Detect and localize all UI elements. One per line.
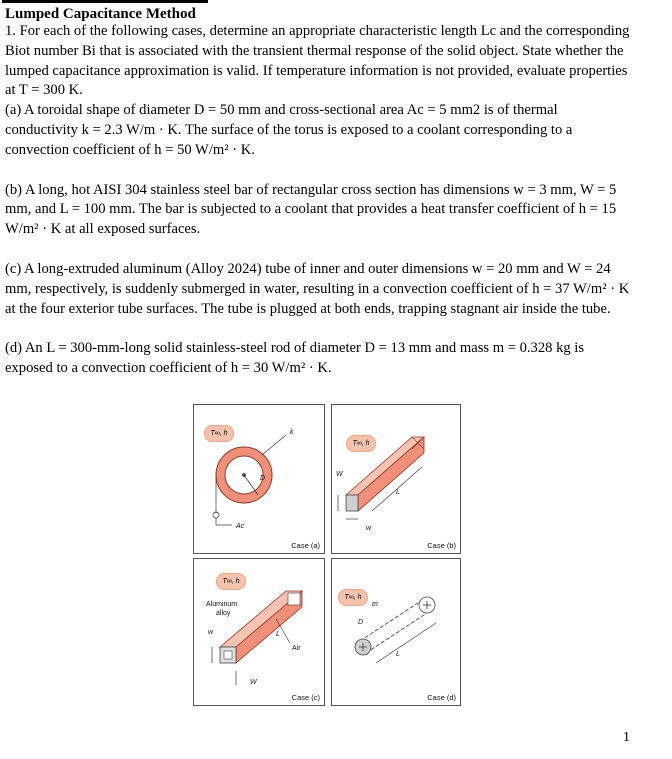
label-D-d: D [358,619,364,626]
label-D: D [260,475,266,482]
figure-case-a [193,404,325,554]
problem-intro: 1. For each of the following cases, determine an appropriate characteristic length Lc and the corresponding Biot number Bi that is associated with the transient thermal response of the solid object. State whether the lumped capacitance approximation is valid. If temperature information is not provided, evaluate properties at T = 300 K. [5,23,630,99]
label-m: m [372,601,378,608]
rod-diagram [332,559,460,705]
fluid-tag-c: T∞, h [216,573,246,590]
document-body [5,6,630,379]
label-W-b: W [336,471,343,478]
label-L-c: L [276,631,280,638]
document-title: Lumped Capacitance Method [5,6,196,22]
caption-case-a: Case (a) [291,541,320,550]
top-rule [2,0,208,3]
label-L-d: L [396,651,400,658]
label-Ac: Ac [236,523,245,530]
tube-diagram [194,559,324,705]
label-W-c: W [250,679,257,686]
page-number: 1 [623,730,630,745]
label-aluminum: Aluminum [206,601,238,608]
fluid-tag-d: T∞, h [338,589,368,606]
fluid-tag-b: T∞, h [346,435,376,452]
case-figures [193,404,461,704]
label-k: k [290,429,294,436]
caption-case-d: Case (d) [427,693,456,702]
figure-case-d [331,558,461,706]
label-alloy: alloy [216,610,231,617]
case-b-text: (b) A long, hot AISI 304 stainless steel bar of rectangular cross section has dimensions w = 3 mm, W = 5 mm, and L = 100 mm. The bar is subjected to a coolant that provides a heat transfer coefficient of h = 15 W/m² · K at all exposed surfaces. [5,181,617,238]
caption-case-b: Case (b) [427,541,456,550]
case-a-text: (a) A toroidal shape of diameter D = 50 mm and cross-sectional area Ac = 5 mm2 is of thermal conductivity k = 2.3 W/m · K. The surface of the torus is exposed to a coolant corresponding to a convection coefficient of h = 50 W/m² · K. [5,102,573,158]
label-L-b: L [396,489,400,496]
label-air: Air [292,645,301,652]
figure-case-c [193,558,325,706]
bar-diagram [332,405,460,553]
case-c-text: (c) A long-extruded aluminum (Alloy 2024) tube of inner and outer dimensions w = 20 mm and W = 24 mm, respectively, is suddenly submerged in water, resulting in a convection coefficient of h = 37 W/m² · K at the four exterior tube surfaces. The tube is plugged at both ends, trapping stagnant air inside the tube. [5,260,630,317]
figure-case-b [331,404,461,554]
case-d-text: (d) An L = 300-mm-long solid stainless-steel rod of diameter D = 13 mm and mass m = 0.328 kg is exposed to a convection coefficient of h = 30 W/m² · K. [5,340,585,377]
caption-case-c: Case (c) [291,693,320,702]
label-w-b: w [366,525,372,532]
fluid-tag-a: T∞, h [204,425,234,442]
label-w-c: w [208,629,214,636]
